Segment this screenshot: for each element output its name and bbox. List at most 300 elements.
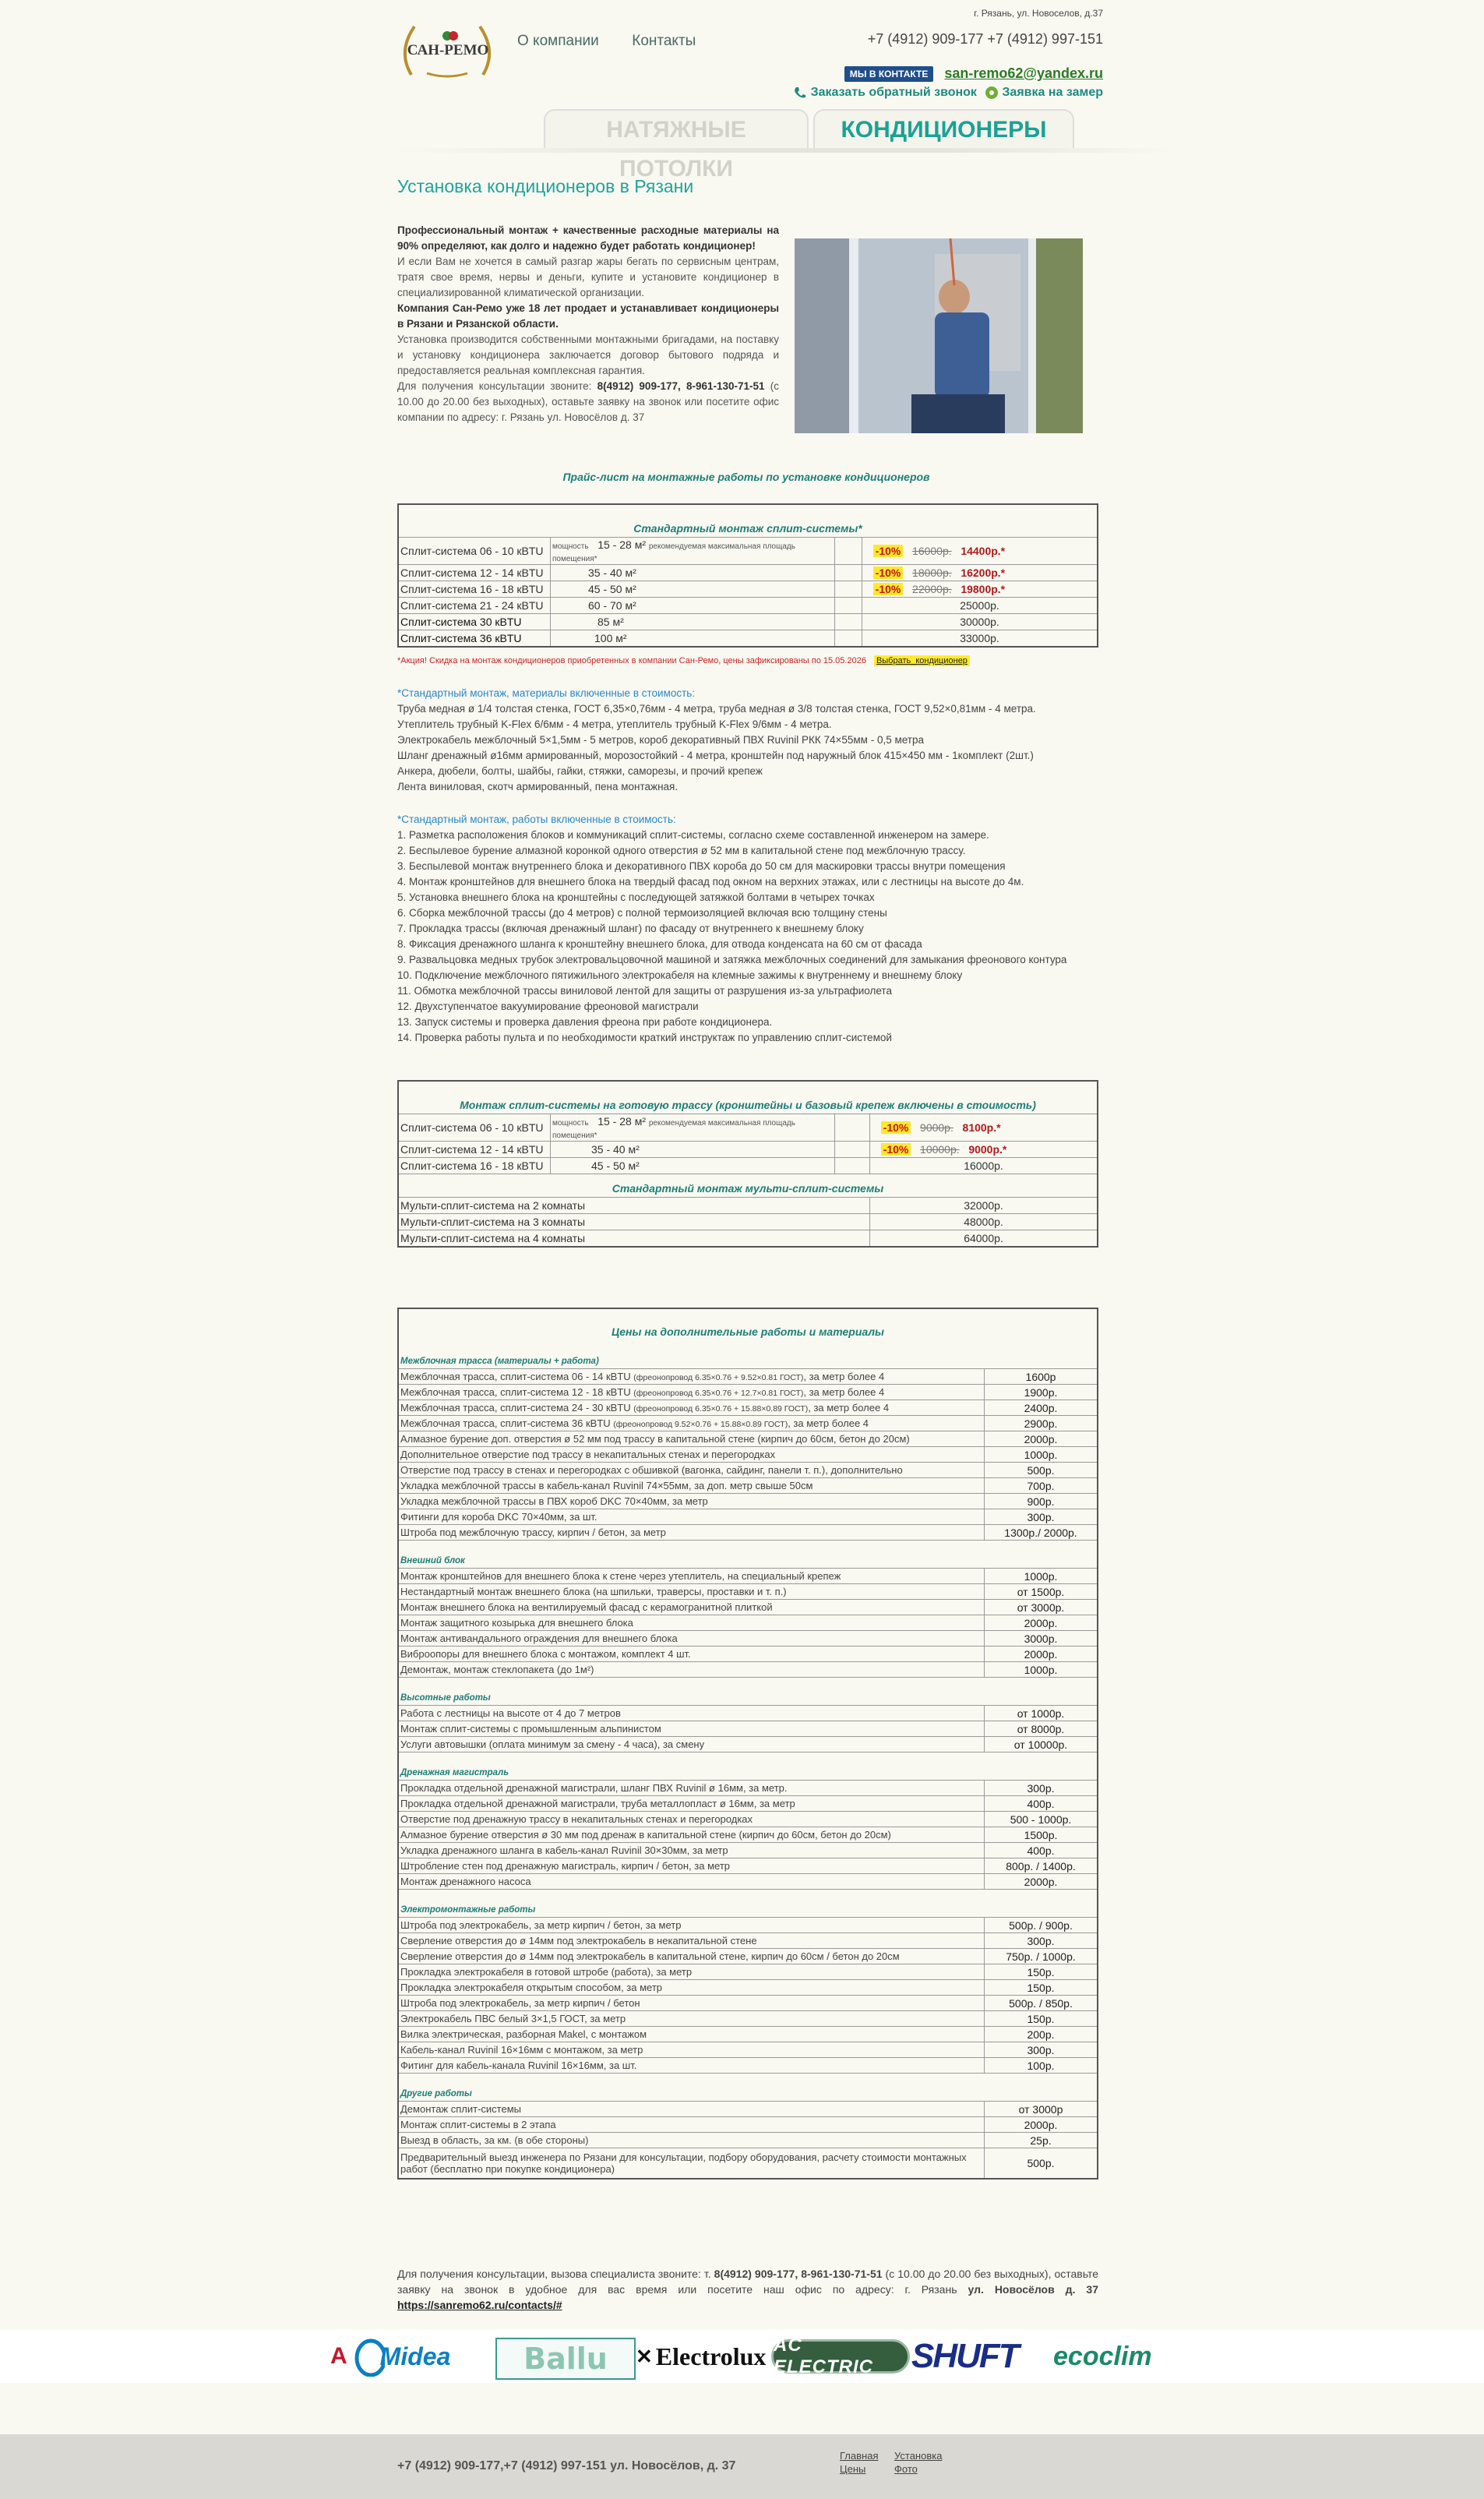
row-name <box>398 1827 985 1843</box>
table-row <box>398 2011 1098 2027</box>
discount-badge: -10% <box>873 545 904 557</box>
list-item: 13. Запуск системы и проверка давления фреона при работе кондиционера. <box>397 1016 773 1028</box>
row-name-text: Дополнительное отверстие под трассу в некапитальных стенах и перегородках <box>400 1449 776 1460</box>
table-row <box>398 1918 1098 1933</box>
row-name-text: Сверление отверстия до ø 14мм под электрокабель в некапитальной стене <box>400 1935 757 1947</box>
row-price: 2000р. <box>985 1431 1098 1447</box>
table-row <box>398 2117 1098 2133</box>
table-row <box>398 581 1098 598</box>
table-row <box>398 1996 1098 2011</box>
row-area: 85 м² <box>551 614 835 630</box>
row-name: Сплит-система 12 - 14 кBTU <box>398 1142 551 1158</box>
table-row <box>398 1662 1098 1678</box>
row-price: 500р. / 850р. <box>985 1996 1098 2011</box>
row-price: 25р. <box>985 2133 1098 2148</box>
brand-ac-electric[interactable] <box>771 2335 910 2377</box>
list-item: 9. Развальцовка медных трубок электровальцовочной машиной и затяжка межблочных соединений для замыкания фреонового контура <box>397 954 1067 965</box>
row-name-text: Монтаж антивандального ограждения для внешнего блока <box>400 1632 678 1644</box>
old-price: 10000р. <box>920 1143 960 1156</box>
tape-measure-icon <box>985 86 999 100</box>
table-row <box>398 1721 1098 1737</box>
row-name <box>398 1494 985 1509</box>
footer-link-home[interactable]: Главная <box>840 2450 879 2462</box>
list-item: 10. Подключение межблочного пятижильного электрокабеля на клемные зажимы к внутреннему и внешнему блоку <box>397 969 963 981</box>
row-price: 150р. <box>985 1980 1098 1996</box>
area-note: рекомендуемая максимальная площадь помещения* <box>552 542 795 563</box>
row-name: Сплит-система 06 - 10 кBTU <box>398 538 551 565</box>
new-price: 9000р.* <box>968 1143 1007 1156</box>
row-name <box>398 1874 985 1890</box>
brand-name: SHUFT <box>911 2337 1018 2375</box>
table-row <box>398 2058 1098 2074</box>
row-name <box>398 1706 985 1721</box>
power-note: мощность <box>552 542 589 551</box>
row-name-text: Прокладка электрокабеля открытым способом, за метр <box>400 1982 663 1993</box>
row-name-text: Межблочная трасса, сплит-система 12 - 18 кBTU <box>400 1386 631 1398</box>
row-name-text: Монтаж защитного козырька для внешнего блока <box>400 1617 633 1629</box>
row-name-text: Кабель-канал Ruvinil 16×16мм с монтажом, за метр <box>400 2044 643 2056</box>
row-name <box>398 2011 985 2027</box>
list-item: Шланг дренажный ø16мм армированный, морозостойкий - 4 метра, кронштейн под наружный блок 415×450 мм - 1комплект (2шт.) <box>397 750 1034 761</box>
row-price: 800р. / 1400р. <box>985 1858 1098 1874</box>
discount-badge: -10% <box>881 1143 911 1156</box>
footer-link-install[interactable]: Установка <box>894 2450 943 2462</box>
row-name-text: Демонтаж, монтаж стеклопакета (до 1м²) <box>400 1664 594 1675</box>
row-name: Мульти-сплит-система на 2 комнаты <box>398 1198 870 1214</box>
list-item: 14. Проверка работы пульта и по необходимости краткий инструктаж по управлению сплит-системой <box>397 1032 892 1043</box>
section-heading: Дренажная магистраль <box>400 1768 509 1777</box>
table-row <box>398 614 1098 630</box>
measure-link[interactable] <box>985 86 1103 100</box>
additional-price-table <box>397 1308 1098 2180</box>
contacts-link[interactable]: https://sanremo62.ru/contacts/# <box>397 2299 562 2311</box>
row-name <box>398 2058 985 2074</box>
row-name <box>398 2133 985 2148</box>
row-price: 300р. <box>985 1933 1098 1949</box>
brand-electrolux[interactable] <box>636 2335 766 2378</box>
row-name-text: Штроба под электрокабель, за метр кирпич / бетон <box>400 1997 640 2009</box>
row-price: 150р. <box>985 2011 1098 2027</box>
promo-note-text: *Акция! Скидка на монтаж кондиционеров приобретенных в компании Сан-Ремо, цены зафиксированы по 15.05.2026 <box>397 656 866 665</box>
works-block <box>397 812 1106 1046</box>
row-area-cell <box>551 565 835 581</box>
row-area: 15 - 28 м² <box>597 1115 646 1128</box>
table-row <box>398 1631 1098 1647</box>
intro-text <box>397 223 779 425</box>
promo-note <box>397 656 970 665</box>
row-name-text: Прокладка электрокабеля в готовой штробе (работа), за метр <box>400 1966 693 1978</box>
old-price: 9000р. <box>920 1121 953 1134</box>
row-area: 60 - 70 м² <box>551 598 835 614</box>
pricelist-caption: Прайс-лист на монтажные работы по установке кондиционеров <box>562 471 930 483</box>
table-row <box>398 1230 1098 1248</box>
section-heading: Другие работы <box>400 2089 472 2098</box>
section-heading: Межблочная трасса (материалы + работа) <box>400 1357 599 1366</box>
row-price: 700р. <box>985 1478 1098 1494</box>
table-row <box>398 1114 1098 1142</box>
table-row <box>398 630 1098 648</box>
table-row <box>398 2148 1098 2180</box>
row-area: 100 м² <box>551 630 835 648</box>
row-name <box>398 1964 985 1980</box>
table-row <box>398 1843 1098 1858</box>
table-row <box>398 565 1098 581</box>
discount-badge: -10% <box>873 583 904 595</box>
list-item: 3. Беспылевой монтаж внутреннего блока и декоративного ПВХ короба до 50 см для маскировки трассы внутри помещения <box>397 860 1006 872</box>
table-row <box>398 1584 1098 1600</box>
measure-label: Заявка на замер <box>1002 86 1103 100</box>
discount-badge: -10% <box>873 567 904 579</box>
tab-divider <box>396 148 1175 153</box>
row-price: 100р. <box>985 2058 1098 2074</box>
vk-button[interactable]: МЫ В КОНТАКТЕ <box>844 66 934 82</box>
row-name <box>398 2027 985 2042</box>
footnote-text-a: Для получения консультации, вызова специалиста звоните: т. <box>397 2268 714 2280</box>
row-price: 32000р. <box>870 1198 1098 1214</box>
multi-table-title: Стандартный монтаж мульти-сплит-системы <box>612 1182 884 1195</box>
brand-name: AC ELECTRIC <box>774 2335 873 2377</box>
table-row <box>398 1647 1098 1662</box>
old-price: 16000р. <box>912 545 952 557</box>
row-price: 500 - 1000р. <box>985 1812 1098 1827</box>
table-row <box>398 1463 1098 1478</box>
header-address: г. Рязань, ул. Новоселов, д.37 <box>974 8 1103 19</box>
row-name: Сплит-система 21 - 24 кBTU <box>398 598 551 614</box>
row-name-text: Межблочная трасса, сплит-система 24 - 30 кBTU <box>400 1402 631 1414</box>
row-price: 30000р. <box>862 614 1098 630</box>
row-name-text: Алмазное бурение отверстия ø 30 мм под дренаж в капитальной стене (кирпич до 60см, бетон до 20см) <box>400 1829 891 1841</box>
row-price: 16000р. <box>870 1158 1098 1174</box>
table-row <box>398 1214 1098 1230</box>
row-name <box>398 2117 985 2133</box>
row-price: 1500р. <box>985 1827 1098 1843</box>
row-name-text: Предварительный выезд инженера по Рязани для консультации, подбору оборудования, расчету стоимости монтажных работ (бесплатно при покупке кондиционера) <box>400 2151 967 2175</box>
row-area: 35 - 40 м² <box>588 567 636 579</box>
footer-contacts: +7 (4912) 909-177,+7 (4912) 997-151 ул. Новосёлов, д. 37 <box>397 2459 736 2473</box>
row-name <box>398 1615 985 1631</box>
row-name-text: Отверстие под трассу в стенах и перегородках с обшивкой (вагонка, сайдинг, панели т. п.), дополнительно <box>400 1464 903 1476</box>
row-name <box>398 1478 985 1494</box>
row-unit: , за метр более 4 <box>808 1402 890 1414</box>
row-price: от 10000р. <box>985 1737 1098 1752</box>
table-row <box>398 1416 1098 1431</box>
row-name <box>398 1918 985 1933</box>
table-row <box>398 1198 1098 1214</box>
table-row <box>398 1933 1098 1949</box>
callback-link[interactable] <box>793 86 977 100</box>
row-price: 750р. / 1000р. <box>985 1949 1098 1964</box>
row-name <box>398 1737 985 1752</box>
list-item: 6. Сборка межблочной трассы (до 4 метров) с полной термоизоляцией включая всю толщину стены <box>397 907 887 919</box>
top-nav <box>517 33 725 50</box>
row-name: Сплит-система 30 кBTU <box>398 614 551 630</box>
works-heading: *Стандартный монтаж, работы включенные в стоимость: <box>397 814 676 825</box>
row-price: от 3000р <box>985 2102 1098 2117</box>
table-row <box>398 1706 1098 1721</box>
standard-table-title: Стандартный монтаж сплит-системы* <box>633 522 862 535</box>
row-price: 2000р. <box>985 2117 1098 2133</box>
footnote-text-c: (с 10.00 до 20.00 без выходных), оставьте заявку на звонок в удобное для вас время или посетите наш офис по адресу: г. Рязань <box>397 2268 1098 2296</box>
row-price: 33000р. <box>862 630 1098 648</box>
new-price: 16200р.* <box>961 567 1006 579</box>
table-row <box>398 1615 1098 1631</box>
list-item: Утеплитель трубный K-Flex 6/6мм - 4 метра, утеплитель трубный K-Flex 9/6мм - 4 метра. <box>397 718 832 730</box>
discount-badge: -10% <box>881 1121 911 1134</box>
table-row <box>398 2027 1098 2042</box>
row-name-text: Межблочная трасса, сплит-система 36 кBTU <box>400 1417 611 1429</box>
row-name-text: Фитинги для короба DKC 70×40мм, за шт. <box>400 1511 597 1523</box>
row-price: 900р. <box>985 1494 1098 1509</box>
row-name-text: Электрокабель ПВС белый 3×1,5 ГОСТ, за метр <box>400 2013 626 2024</box>
row-name <box>398 1858 985 1874</box>
table-row <box>398 1369 1098 1385</box>
row-price <box>862 565 1098 581</box>
list-item: 8. Фиксация дренажного шланга к кронштейну внешнего блока, для отвода конденсата на 60 см от фасада <box>397 938 922 950</box>
table-row <box>398 1509 1098 1525</box>
row-name <box>398 1569 985 1584</box>
row-spec: (фреонопровод 6.35×0.76 + 12.7×0.81 ГОСТ) <box>633 1389 804 1398</box>
brand-ecoclim[interactable] <box>1053 2335 1152 2378</box>
list-item: Труба медная ø 1/4 толстая стенка, ГОСТ 6,35×0,76мм - 4 метра, труба медная ø 3/8 толстая стенка, ГОСТ 9,52×0,81мм - 4 метра. <box>397 703 1036 715</box>
section-tabs <box>544 109 1074 182</box>
header-phones: +7 (4912) 909-177 +7 (4912) 997-151 <box>867 31 1103 47</box>
intro-p4: Установка производится собственными монтажными бригадами, на поставку и установку кондиционера заключается договор бытового подряда и предоставляется реальная комплексная гарантия. <box>397 334 779 376</box>
list-item: 2. Беспылевое бурение алмазной коронкой одного отверстия ø 52 мм в капитальной стене под межблочную трассу. <box>397 845 966 856</box>
table-row <box>398 538 1098 565</box>
intro-p5c: (с 10.00 до 20.00 без выходных), оставьте заявку на звонок или посетите офис компании по адресу: г. Рязань ул. Новосёлов д. 37 <box>397 380 780 423</box>
row-price: от 1000р. <box>985 1706 1098 1721</box>
logo[interactable] <box>396 20 500 78</box>
email-link[interactable]: san-remo62@yandex.ru <box>944 65 1103 81</box>
row-price: от 8000р. <box>985 1721 1098 1737</box>
consultation-footnote <box>397 2266 1098 2313</box>
installer-photo-icon <box>795 238 1083 433</box>
social-row <box>844 65 1103 82</box>
row-name <box>398 1600 985 1615</box>
tab-conditioners[interactable]: КОНДИЦИОНЕРЫ <box>813 109 1074 148</box>
page-title: Установка кондиционеров в Рязани <box>397 176 694 196</box>
row-price: 300р. <box>985 1781 1098 1796</box>
list-item: Электрокабель межблочный 5×1,5мм - 5 метров, короб декоративный ПВХ Ruvinil РКК 74×55мм - 0,5 метра <box>397 734 925 746</box>
row-name-text: Выезд в область, за км. (в обе стороны) <box>400 2134 589 2146</box>
footer-link-prices[interactable]: Цены <box>840 2463 866 2475</box>
row-price: 64000р. <box>870 1230 1098 1248</box>
brand-shuft[interactable] <box>911 2335 1018 2378</box>
row-price: 300р. <box>985 2042 1098 2058</box>
nav-about[interactable]: О компании <box>517 33 599 49</box>
table-row <box>398 1447 1098 1463</box>
list-item: 5. Установка внешнего блока на кронштейны с последующей затяжкой болтами в четырех точках <box>397 891 875 903</box>
row-name-text: Штроба под электрокабель, за метр кирпич / бетон, за метр <box>400 1919 682 1931</box>
row-price <box>870 1114 1098 1142</box>
electrolux-mark-icon: ✕ <box>636 2344 653 2368</box>
row-name <box>398 1431 985 1447</box>
row-price: 3000р. <box>985 1631 1098 1647</box>
row-name: Мульти-сплит-система на 4 комнаты <box>398 1230 870 1248</box>
row-price: 500р. <box>985 2148 1098 2180</box>
table-row <box>398 1874 1098 1890</box>
table-row <box>398 1949 1098 1964</box>
row-name-text: Монтаж дренажного насоса <box>400 1876 531 1887</box>
row-name-text: Фитинг для кабель-канала Ruvinil 16×16мм, за шт. <box>400 2060 637 2071</box>
row-area-cell <box>551 1114 835 1142</box>
table-row <box>398 1431 1098 1447</box>
footer-link-photo[interactable]: Фото <box>894 2463 918 2475</box>
brand-a-mark: A <box>330 2343 347 2369</box>
table-row <box>398 2042 1098 2058</box>
list-item: 4. Монтаж кронштейнов для внешнего блока на твердый фасад под окном на верхних этажах, или с лестницы на высоте до 4м. <box>397 876 1024 888</box>
row-name <box>398 1584 985 1600</box>
section-heading: Внешний блок <box>400 1556 465 1565</box>
row-name <box>398 1525 985 1541</box>
brand-name: ecoclim <box>1053 2341 1152 2371</box>
footer-links <box>840 2450 949 2475</box>
row-price <box>870 1142 1098 1158</box>
brand-midea[interactable] <box>330 2335 450 2378</box>
row-name <box>398 1447 985 1463</box>
row-name <box>398 2042 985 2058</box>
table-row <box>398 1569 1098 1584</box>
row-price: 2000р. <box>985 1647 1098 1662</box>
row-name-text: Сверление отверстия до ø 14мм под электрокабель в капитальной стене, кирпич до 60см / бетон до 20см <box>400 1950 900 1962</box>
row-area: 45 - 50 м² <box>551 1158 835 1174</box>
phone-icon <box>793 86 807 100</box>
power-note: мощность <box>552 1119 589 1128</box>
table-row <box>398 1478 1098 1494</box>
row-unit: , за метр более 4 <box>788 1417 869 1429</box>
ready-route-table <box>397 1080 1098 1248</box>
row-name <box>398 1385 985 1400</box>
intro-p1: Профессиональный монтаж + качественные расходные материалы на 90% определяют, как долго и надежно будет работать кондиционер! <box>397 224 779 252</box>
cta-row <box>793 86 1103 100</box>
row-name-text: Укладка дренажного шланга в кабель-канал Ruvinil 30×30мм, за метр <box>400 1844 728 1856</box>
list-item: 7. Прокладка трассы (включая дренажный шланг) по фасаду от внутреннего к внешнему блоку <box>397 923 864 934</box>
row-name <box>398 1933 985 1949</box>
row-price: 48000р. <box>870 1214 1098 1230</box>
row-name: Мульти-сплит-система на 3 комнаты <box>398 1214 870 1230</box>
row-name-text: Вилка электрическая, разборная Makel, с монтажом <box>400 2028 647 2040</box>
row-spec: (фреонопровод 6.35×0.76 + 15.88×0.89 ГОСТ) <box>633 1404 809 1414</box>
row-price: 1300р./ 2000р. <box>985 1525 1098 1541</box>
table-row <box>398 1737 1098 1752</box>
row-name <box>398 2148 985 2180</box>
table-row <box>398 1781 1098 1796</box>
row-area-cell <box>551 538 835 565</box>
old-price: 18000р. <box>912 567 952 579</box>
row-name <box>398 1980 985 1996</box>
row-name: Сплит-система 16 - 18 кBTU <box>398 1158 551 1174</box>
row-price: 2000р. <box>985 1615 1098 1631</box>
row-name-text: Прокладка отдельной дренажной магистрали, шланг ПВХ Ruvinil ø 16мм, за метр. <box>400 1782 788 1794</box>
row-name: Сплит-система 36 кBTU <box>398 630 551 648</box>
row-name-text: Нестандартный монтаж внешнего блока (на шпильки, траверсы, проставки и т. п.) <box>400 1586 787 1597</box>
footnote-address: ул. Новосёлов д. 37 <box>968 2283 1098 2296</box>
row-name-text: Прокладка отдельной дренажной магистрали, труба металлопласт ø 16мм, за метр <box>400 1798 795 1809</box>
table-row <box>398 1158 1098 1174</box>
row-name-text: Штробление стен под дренажную магистраль, кирпич / бетон, за метр <box>400 1860 731 1872</box>
section-heading: Электромонтажные работы <box>400 1905 536 1915</box>
row-name <box>398 1369 985 1385</box>
brand-name: Ballu <box>523 2342 608 2376</box>
row-name-text: Демонтаж сплит-системы <box>400 2103 521 2115</box>
table-row <box>398 1964 1098 1980</box>
new-price: 14400р.* <box>961 545 1006 557</box>
new-price: 19800р.* <box>961 583 1006 595</box>
row-name: Сплит-система 12 - 14 кBTU <box>398 565 551 581</box>
brand-name: Electrolux <box>655 2342 767 2370</box>
standard-price-table <box>397 503 1098 648</box>
row-price: 1000р. <box>985 1569 1098 1584</box>
row-name-text: Укладка межблочной трассы в ПВХ короб DKC 70×40мм, за метр <box>400 1495 708 1507</box>
intro-p5a: Для получения консультации звоните: <box>397 380 597 392</box>
row-area: 45 - 50 м² <box>551 581 835 598</box>
area-note: рекомендуемая максимальная площадь помещения* <box>552 1119 795 1140</box>
row-price: 2400р. <box>985 1400 1098 1416</box>
row-price <box>862 581 1098 598</box>
row-price: 300р. <box>985 1509 1098 1525</box>
row-unit: , за метр более 4 <box>803 1386 885 1398</box>
table-row <box>398 1385 1098 1400</box>
table-row <box>398 1494 1098 1509</box>
row-name <box>398 1509 985 1525</box>
row-name <box>398 1812 985 1827</box>
ready-table-title: Монтаж сплит-системы на готовую трассу (кронштейны и базовый крепеж включены в стоимость) <box>460 1099 1036 1111</box>
row-name-text: Услуги автовышки (оплата минимум за смену - 4 часа), за смену <box>400 1738 705 1750</box>
row-name <box>398 1996 985 2011</box>
list-item: Лента виниловая, скотч армированный, пена монтажная. <box>397 781 679 792</box>
row-price: 500р. / 900р. <box>985 1918 1098 1933</box>
old-price: 22000р. <box>912 583 952 595</box>
list-item: 12. Двухступенчатое вакуумирование фреоновой магистрали <box>397 1001 699 1012</box>
row-price: 1000р. <box>985 1662 1098 1678</box>
nav-contacts[interactable]: Контакты <box>632 33 696 49</box>
footer <box>0 2434 1484 2499</box>
footnote-phones: 8(4912) 909-177, 8-961-130-71-51 <box>714 2268 883 2280</box>
row-name <box>398 1721 985 1737</box>
table-row <box>398 1812 1098 1827</box>
new-price: 8100р.* <box>962 1121 1001 1134</box>
table-row <box>398 1142 1098 1158</box>
row-name-text: Отверстие под дренажную трассу в некапитальных стенах и перегородках <box>400 1813 753 1825</box>
choose-conditioner-button[interactable]: Выбрать_кондиционер <box>874 655 970 666</box>
row-name-text: Монтаж сплит-системы в 2 этапа <box>400 2119 556 2130</box>
row-unit: , за метр более 4 <box>803 1371 885 1382</box>
row-price: 1000р. <box>985 1447 1098 1463</box>
intro-p2: И если Вам не хочется в самый разгар жары бегать по сервисным центрам, тратя свое время, нервы и деньги, купите и установите кондиционер в специализированной климатической организации. <box>397 256 779 298</box>
tab-ceilings[interactable]: НАТЯЖНЫЕ ПОТОЛКИ <box>544 109 809 148</box>
callback-label: Заказать обратный звонок <box>810 86 977 100</box>
table-row <box>398 2102 1098 2117</box>
row-price: 400р. <box>985 1796 1098 1812</box>
row-price: 2000р. <box>985 1874 1098 1890</box>
table-row <box>398 1796 1098 1812</box>
row-name <box>398 1843 985 1858</box>
materials-block <box>397 686 1106 795</box>
row-price: от 1500р. <box>985 1584 1098 1600</box>
row-spec: (фреонопровод 6.35×0.76 + 9.52×0.81 ГОСТ) <box>633 1373 804 1382</box>
additional-table-title: Цены на дополнительные работы и материалы <box>612 1325 884 1338</box>
row-price: 1600р <box>985 1369 1098 1385</box>
row-price: 1900р. <box>985 1385 1098 1400</box>
row-price <box>862 538 1098 565</box>
row-name-text: Монтаж сплит-системы с промышленным альпинистом <box>400 1723 661 1735</box>
materials-heading: *Стандартный монтаж, материалы включенные в стоимость: <box>397 687 696 699</box>
table-row <box>398 1400 1098 1416</box>
row-name <box>398 1647 985 1662</box>
row-price: 400р. <box>985 1843 1098 1858</box>
row-name-text: Работа с лестницы на высоте от 4 до 7 метров <box>400 1707 621 1719</box>
brand-ballu[interactable] <box>495 2338 636 2380</box>
